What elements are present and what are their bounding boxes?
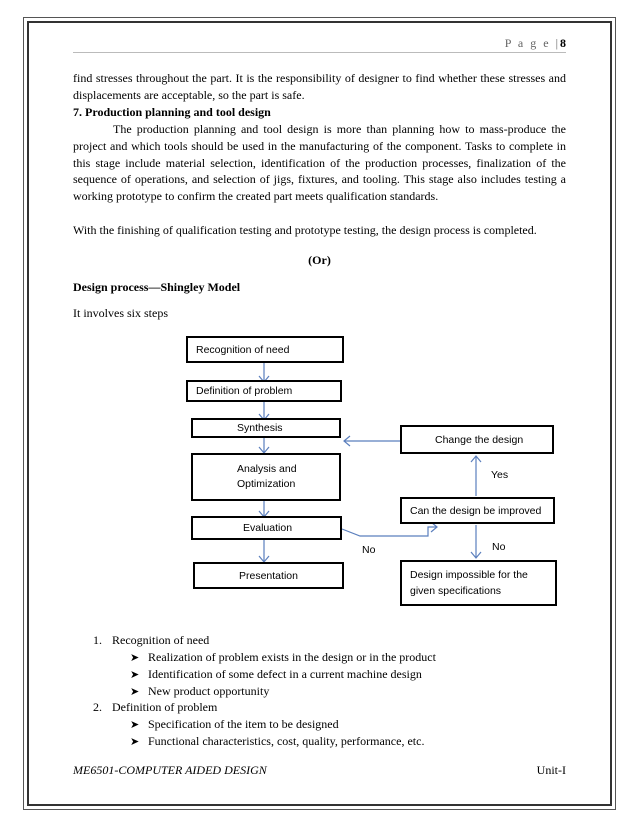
arrow-bullet-icon: ➤ [130, 735, 140, 748]
arrow-bullet-icon: ➤ [130, 685, 140, 698]
arrow-bullet-icon: ➤ [130, 651, 140, 664]
list-item-2-text: Definition of problem [112, 700, 218, 714]
list-item-2-number: 2. [93, 700, 102, 714]
label-no-right: No [492, 541, 506, 553]
box-evaluation [191, 516, 342, 540]
list-item-2-sub-2: ➤ Functional characteristics, cost, quality, performance, etc. [130, 734, 425, 748]
box-change-the-design [400, 425, 554, 454]
list-item-2-sub-1: ➤ Specification of the item to be designed [130, 717, 339, 731]
box-can-improve [400, 497, 555, 524]
box-recognition-of-need [186, 336, 344, 363]
label-recognition: Recognition of need [196, 343, 290, 356]
list-item-1-number: 1. [93, 633, 102, 647]
label-no-left: No [362, 544, 376, 556]
label-presentation: Presentation [239, 569, 298, 582]
model-heading: Design process—Shingley Model [73, 280, 241, 294]
label-definition: Definition of problem [196, 385, 293, 397]
arrow-bullet-icon: ➤ [130, 668, 140, 681]
section-heading-7: 7. Production planning and tool design [73, 105, 271, 119]
arrow-bullet-icon: ➤ [130, 718, 140, 731]
label-yes: Yes [491, 469, 509, 481]
paragraph-completion: With the finishing of qualification testing and prototype testing, the design process is completed. [73, 223, 537, 237]
list-item-1-sub-3: ➤ New product opportunity [130, 684, 270, 698]
label-synthesis: Synthesis [237, 422, 283, 434]
footer-course-title: ME6501-COMPUTER AIDED DESIGN [73, 763, 267, 777]
label-impossible-1: Design impossible for the [410, 569, 528, 581]
list-item-1-sub-1: ➤ Realization of problem exists in the design or in the product [130, 650, 436, 664]
box-presentation [193, 562, 344, 589]
header-divider [73, 52, 566, 53]
label-can-improve: Can the design be improved [410, 504, 542, 517]
box-synthesis [191, 418, 341, 438]
label-impossible-2: given specifications [410, 585, 502, 597]
or-separator: (Or) [308, 253, 331, 267]
label-change: Change the design [435, 433, 524, 446]
box-definition-of-problem [186, 380, 342, 402]
list-item-1-text: Recognition of need [112, 633, 210, 647]
page-number: 8 [560, 36, 566, 50]
box-analysis-optimization [191, 453, 341, 501]
paragraph-production-planning: The production planning and tool design is more than planning how to mass-produce the project and which tools should be used in the manufacturing of the component. Tasks to complete in this stage include material selection, identification of the production processes, finalization of the sequence of operations, and selection of jigs, fixtures, and tooling. This stage also includes testing a working prototype to confirm the created part meets qualification standards. [73, 122, 566, 204]
list-item-1-sub-2: ➤ Identification of some defect in a current machine design [130, 667, 422, 681]
intro-text: It involves six steps [73, 306, 168, 320]
label-evaluation: Evaluation [243, 522, 293, 534]
page-header [505, 36, 566, 51]
box-design-impossible [400, 560, 557, 606]
page-label: P a g e | [504, 36, 560, 50]
paragraph-stresses: find stresses throughout the part. It is the responsibility of designer to find whether these stresses and displacements are acceptable, so the part is safe. [73, 71, 566, 102]
footer-unit: Unit-I [536, 763, 566, 777]
label-analysis: Analysis and [237, 463, 297, 475]
label-optimization: Optimization [237, 478, 296, 490]
